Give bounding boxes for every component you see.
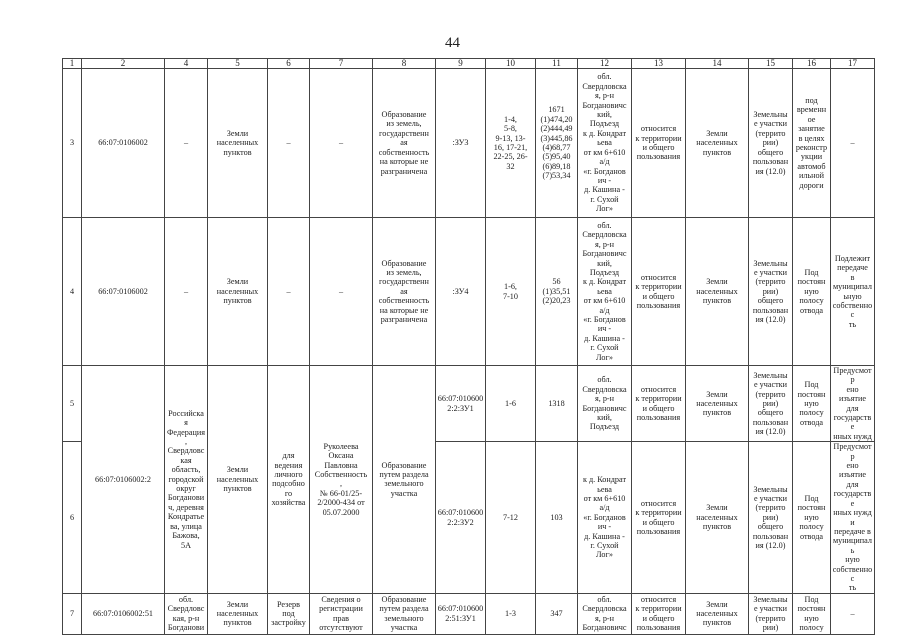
cadastral-number: 66:07:0106002 — [82, 69, 165, 218]
table-row — [63, 218, 875, 366]
header-cell: 16 — [793, 59, 831, 69]
plot-type: Земельны е участки (террито рии) общего пользован ия (12.0) — [749, 218, 793, 366]
row-number: 6 — [63, 442, 82, 594]
header-cell: 10 — [486, 59, 536, 69]
table-row — [63, 69, 875, 218]
plot-id: :ЗУ4 — [436, 218, 486, 366]
header-cell: 13 — [632, 59, 686, 69]
header-cell: 11 — [536, 59, 578, 69]
cadastral-number: 66:07:0106002:2 — [82, 366, 165, 594]
plot-address: к д. Кондрат ьева от км 6+610 а/д «г. Богданов ич - д. Кашина - г. Сухой Лог» — [578, 442, 632, 594]
owner-address: – — [165, 69, 208, 218]
plot-address: обл. Свердловска я, р-н Богдановичс кий, Подъезд к д. Кондрат ьева от км 6+610 а/д «г. Богданов ич - д. Кашина - г. Сухой Лог» — [578, 69, 632, 218]
land-purpose: Земли населенных пунктов — [686, 593, 749, 634]
plot-type: Земельны е участки (террито рии) общего пользован ия (12.0) — [749, 442, 793, 594]
row-number: 4 — [63, 218, 82, 366]
land-category: Земли населенных пунктов — [208, 218, 268, 366]
plot-type: Земельны е участки (террито рии) общего пользован ия (12.0) — [749, 366, 793, 442]
permitted-use: – — [268, 218, 310, 366]
header-cell: 8 — [373, 59, 436, 69]
usage-purpose: Под постоян ную полосу отвода — [793, 442, 831, 594]
permitted-use: для ведения личного подсобно го хозяйства — [268, 366, 310, 594]
table-row — [63, 593, 875, 634]
header-cell: 14 — [686, 59, 749, 69]
plot-type: Земельны е участки (террито рии) — [749, 593, 793, 634]
land-purpose: Земли населенных пунктов — [686, 366, 749, 442]
row-number: 3 — [63, 69, 82, 218]
land-purpose: Земли населенных пунктов — [686, 69, 749, 218]
note: – — [831, 593, 875, 634]
plot-address: обл. Свердловска я, р-н Богдановичс — [578, 593, 632, 634]
plot-area: 103 — [536, 442, 578, 594]
territory-status: относится к территории и общего пользования — [632, 366, 686, 442]
land-purpose: Земли населенных пунктов — [686, 442, 749, 594]
owner-address: обл. Свердловс кая, р-н Богданови — [165, 593, 208, 634]
usage-purpose: Под постоян ную полосу отвода — [793, 366, 831, 442]
rights-info: – — [310, 218, 373, 366]
header-cell: 2 — [82, 59, 165, 69]
owner-address: – — [165, 218, 208, 366]
header-cell: 4 — [165, 59, 208, 69]
formation-method: Образование путем раздела земельного участка — [373, 366, 436, 594]
usage-purpose: Под постоян ную полосу — [793, 593, 831, 634]
table-header-row — [63, 59, 875, 69]
land-category: Земли населенных пунктов — [208, 593, 268, 634]
plot-id: 66:07:010600 2:2:ЗУ2 — [436, 442, 486, 594]
permitted-use: Резерв под застройку — [268, 593, 310, 634]
land-plots-table — [62, 58, 875, 635]
land-purpose: Земли населенных пунктов — [686, 218, 749, 366]
header-cell: 6 — [268, 59, 310, 69]
formation-method: Образование путем раздела земельного участка — [373, 593, 436, 634]
boundary-points: 1-4, 5-8, 9-13, 13- 16, 17-21, 22-25, 26- 32 — [486, 69, 536, 218]
owner-address: Российска я Федерация , Свердловс кая область, городской округ Богданови ч, деревня Кондратье ва, улица Бажова, 5А — [165, 366, 208, 594]
boundary-points: 1-6 — [486, 366, 536, 442]
plot-address: обл. Свердловска я, р-н Богдановичс кий, Подъезд — [578, 366, 632, 442]
header-cell: 17 — [831, 59, 875, 69]
cadastral-number: 66:07:0106002:51 — [82, 593, 165, 634]
territory-status: относится к территории и общего пользования — [632, 442, 686, 594]
territory-status: относится к территории и общего пользования — [632, 593, 686, 634]
permitted-use: – — [268, 69, 310, 218]
boundary-points: 1-6, 7-10 — [486, 218, 536, 366]
plot-type: Земельны е участки (террито рии) общего пользован ия (12.0) — [749, 69, 793, 218]
rights-info: Сведения о регистрации прав отсутствуют — [310, 593, 373, 634]
plot-area: 1671 (1)474,20 (2)444,49 (3)445,86 (4)68,77 (5)95,40 (6)89,18 (7)53,34 — [536, 69, 578, 218]
territory-status: относится к территории и общего пользования — [632, 69, 686, 218]
plot-id: 66:07:010600 2:51:ЗУ1 — [436, 593, 486, 634]
rights-info: Руколеева Оксана Павловна Собственность , № 66-01/25- 2/2000-434 от 05.07.2000 — [310, 366, 373, 594]
header-cell: 12 — [578, 59, 632, 69]
plot-address: обл. Свердловска я, р-н Богдановичс кий, Подъезд к д. Кондрат ьева от км 6+610 а/д «г. Богданов ич - д. Кашина - г. Сухой Лог» — [578, 218, 632, 366]
table-row — [63, 366, 875, 442]
usage-purpose: Под постоян ную полосу отвода — [793, 218, 831, 366]
formation-method: Образование из земель, государственн ая собственность на которые не разграничена — [373, 218, 436, 366]
plot-area: 56 (1)35,51 (2)20,23 — [536, 218, 578, 366]
header-cell: 9 — [436, 59, 486, 69]
row-number: 5 — [63, 366, 82, 442]
header-cell: 5 — [208, 59, 268, 69]
land-category: Земли населенных пунктов — [208, 69, 268, 218]
boundary-points: 1-3 — [486, 593, 536, 634]
row-number: 7 — [63, 593, 82, 634]
plot-id: 66:07:010600 2:2:ЗУ1 — [436, 366, 486, 442]
boundary-points: 7-12 — [486, 442, 536, 594]
formation-method: Образование из земель, государственн ая собственность на которые не разграничена — [373, 69, 436, 218]
header-cell: 7 — [310, 59, 373, 69]
page-number: 44 — [445, 35, 460, 51]
note: – — [831, 69, 875, 218]
plot-area: 1318 — [536, 366, 578, 442]
territory-status: относится к территории и общего пользования — [632, 218, 686, 366]
note: Предусмотр ено изъятие для государстве нных нужд — [831, 366, 875, 442]
header-cell: 1 — [63, 59, 82, 69]
land-category: Земли населенных пунктов — [208, 366, 268, 594]
plot-area: 347 — [536, 593, 578, 634]
cadastral-number: 66:07:0106002 — [82, 218, 165, 366]
header-cell: 15 — [749, 59, 793, 69]
note: Подлежит передаче в муниципал ьную собственнос ть — [831, 218, 875, 366]
plot-id: :ЗУ3 — [436, 69, 486, 218]
rights-info: – — [310, 69, 373, 218]
note: Предусмотр ено изъятие для государстве нных нужд и передаче в муниципаль ную собственнос ть — [831, 442, 875, 594]
usage-purpose: под временн ое занятие в целях реконстр укции автомоб ильной дороги — [793, 69, 831, 218]
